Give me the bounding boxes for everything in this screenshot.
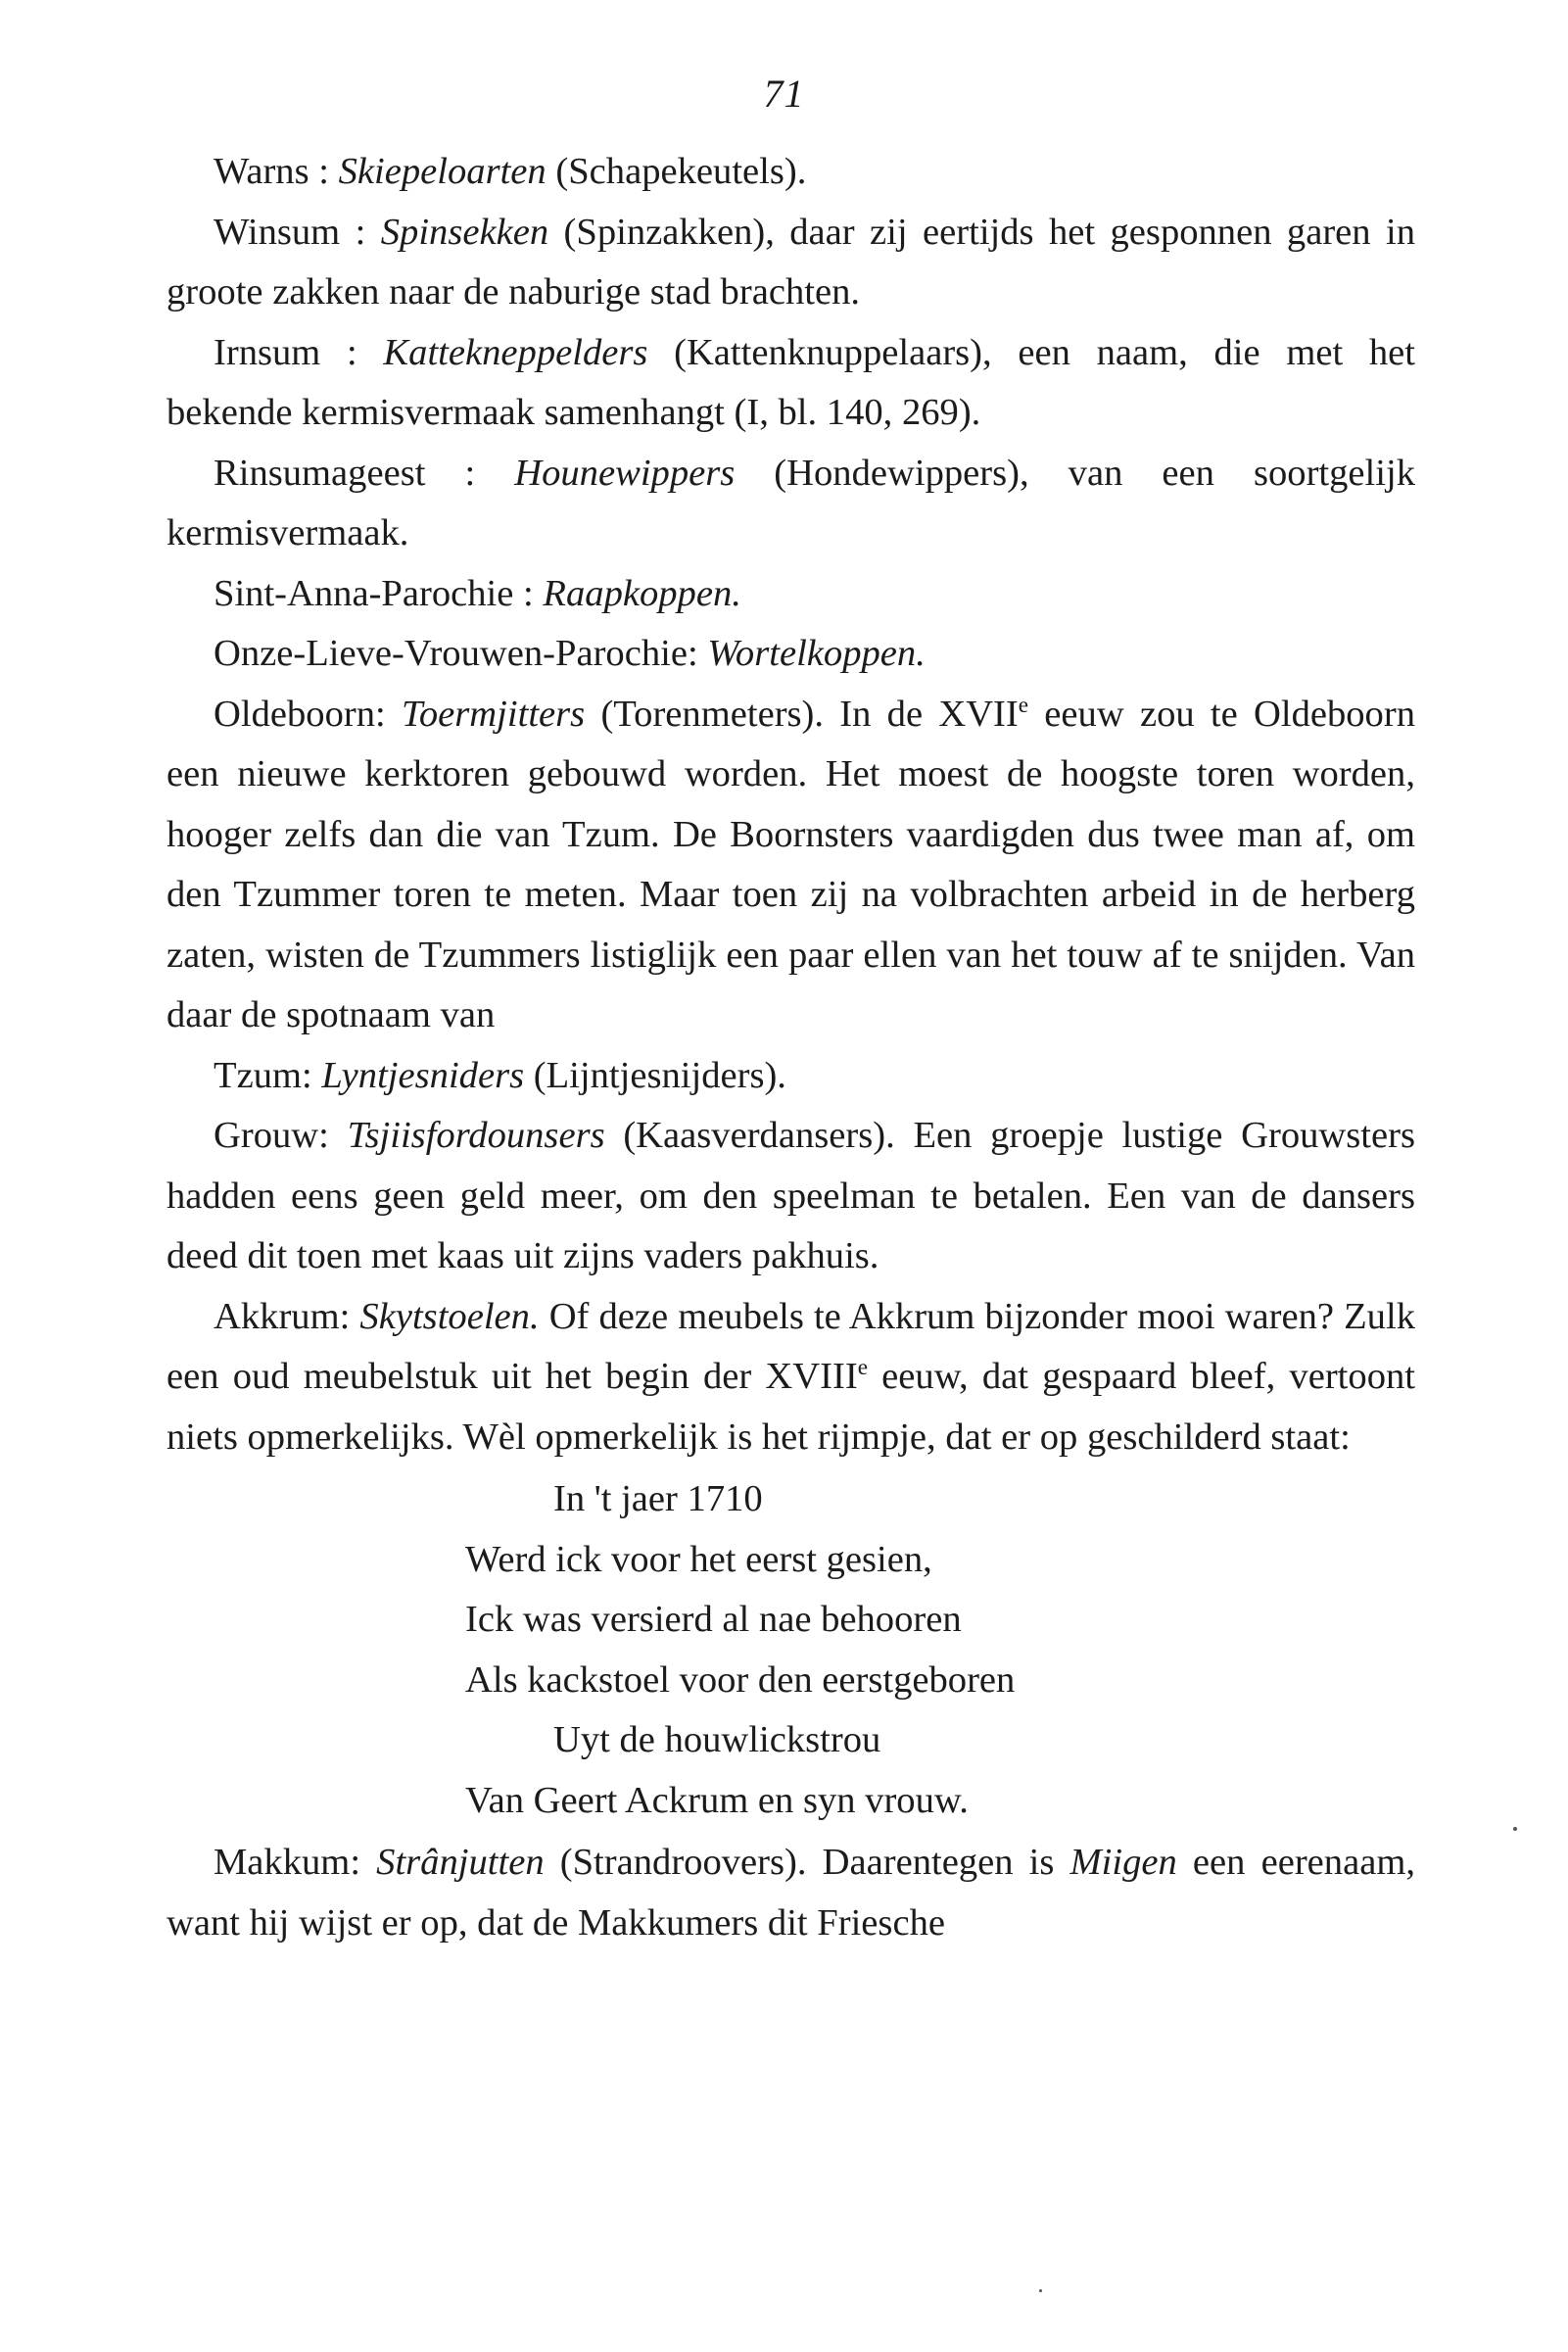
entry-text: (Strandroovers). Daarentegen is: [544, 1842, 1070, 1883]
entry-text: (Kattenknuppelaars), een naam, die met het bekende kermisvermaak samenhangt (I, bl. 140, 269).: [166, 331, 1415, 433]
place-name: Rinsumageest: [214, 452, 426, 494]
entry-akkrum: Akkrum: Skytstoelen. Of deze meubels te Akkrum bijzonder mooi waren? Zulk een oud meubelstuk uit het begin der XVIIIe eeuw, dat gespaard bleef, vertoont niets opmerkelijks. Wèl opmerkelijk is het rijmpje, dat er op geschilderd staat:: [166, 1295, 1415, 1458]
nickname: Skiepeloarten: [338, 151, 546, 192]
place-name: Warns: [214, 151, 309, 192]
body-text: [166, 142, 1415, 1953]
entry-tzum: Tzum: Lyntjesniders (Lijntjesnijders).: [214, 1054, 786, 1096]
paper-speck: [1513, 1827, 1517, 1831]
place-name: Irnsum: [214, 331, 321, 373]
entry-irnsum: Irnsum : Katteknеppelders (Kattenknuppelaars), een naam, die met het bekende kermisvermaak samenhangt (I, bl. 140, 269).: [166, 331, 1415, 433]
entry-text: (Schapekeutels).: [546, 151, 807, 192]
entry-text: (Torenmeters). In de XVII: [585, 693, 1019, 735]
place-name: Makkum: [214, 1842, 351, 1883]
entry-onze-lieve-vrouwen-parochie: Onze-Lieve-Vrouwen-Parochie: Wortelkoppen.: [214, 633, 926, 674]
page-number: 71: [763, 72, 805, 116]
place-name: Tzum: [214, 1054, 302, 1096]
entry-winsum: Winsum : Spinsekken (Spinzakken), daar zij eertijds het gesponnen garen in groote zakken naar de naburige stad brachten.: [166, 211, 1415, 312]
nickname: Strânjutten: [376, 1842, 545, 1883]
nickname: Lyntjesniders: [321, 1054, 525, 1096]
entry-rinsumageest: Rinsumageest : Hounewippers (Hondewippers), van een soortgelijk kermisvermaak.: [166, 452, 1415, 553]
superscript: e: [1018, 692, 1029, 718]
entry-makkum: Makkum: Strânjutten (Strandroovers). Daarentegen is Miigen een eerenaam, want hij wijst er op, dat de Makkumers dit Friesche: [166, 1842, 1415, 1944]
place-name: Sint-Anna-Parochie: [214, 572, 514, 614]
nickname: Hounewippers: [514, 452, 736, 494]
paper-speck: [1039, 2289, 1042, 2292]
rhyme: [166, 1469, 1415, 1831]
entry-text: (Kaasverdansers). Een groepje lustige Grouwsters hadden eens geen geld meer, om den speelman te betalen. Een van de dansers deed dit toen met kaas uit zijns vaders pakhuis.: [166, 1115, 1415, 1276]
place-name: Akkrum: [214, 1295, 340, 1337]
place-name: Oldeboorn: [214, 693, 375, 735]
nickname: Miigen: [1069, 1842, 1177, 1883]
nickname: Skytstoelen.: [359, 1295, 540, 1337]
nickname: Tsjiisfordounsers: [347, 1115, 605, 1156]
nickname: Spinsekken: [380, 211, 549, 253]
entry-grouw: Grouw: Tsjiisfordounsers (Kaasverdansers). Een groepje lustige Grouwsters hadden eens geen geld meer, om den speelman te betalen. Een van de dansers deed dit toen met kaas uit zijns vaders pakhuis.: [166, 1115, 1415, 1276]
entry-sint-anna-parochie: Sint-Anna-Parochie : Raapkoppen.: [214, 572, 741, 614]
rhyme-line: Uyt de houwlickstrou: [553, 1719, 881, 1760]
rhyme-line: Werd ick voor het eerst gesien,: [465, 1538, 932, 1580]
rhyme-line: In 't jaer 1710: [553, 1478, 763, 1519]
entry-warns: Warns : Skiepeloarten (Schapekeutels).: [214, 151, 807, 192]
entry-text: (Spinzakken), daar zij eertijds het gesponnen garen in groote zakken naar de naburige stad brachten.: [166, 211, 1415, 312]
entry-text-continued: een eerenaam, want hij wijst er op, dat de Makkumers dit Friesche: [166, 1842, 1415, 1944]
entry-oldeboorn: Oldeboorn: Toermjitters (Torenmeters). In de XVIIe eeuw zou te Oldeboorn een nieuwe kerktoren gebouwd worden. Het moest de hoogste toren worden, hooger zelfs dan die van Tzum. De Boornsters vaardigden dus twee man af, om den Tzummer toren te meten. Maar toen zij na volbrachten arbeid in de herberg zaten, wisten de Tzummers listiglijk een paar ellen van het touw af te snijden. Van daar de spotnaam van: [166, 692, 1415, 1035]
superscript: e: [857, 1355, 868, 1381]
place-name: Grouw: [214, 1115, 319, 1156]
place-name: Winsum: [214, 211, 341, 253]
entry-text: (Lijntjesnijders).: [524, 1054, 786, 1096]
nickname: Raapkoppen.: [543, 572, 741, 614]
nickname: Toermjitters: [401, 693, 586, 735]
nickname: Wortelkoppen.: [707, 633, 926, 674]
place-name: Onze-Lieve-Vrouwen-Parochie: [214, 633, 688, 674]
entry-text: (Hondewippers), van een soortgelijk kermisvermaak.: [166, 452, 1415, 553]
entry-text-continued: eeuw zou te Oldeboorn een nieuwe kerktoren gebouwd worden. Het moest de hoogste toren worden, hooger zelfs dan die van Tzum. De Boornsters vaardigden dus twee man af, om den Tzummer toren te meten. Maar toen zij na volbrachten arbeid in de herberg zaten, wisten de Tzummers listiglijk een paar ellen van het touw af te snijden. Van daar de spotnaam van: [166, 693, 1415, 1035]
rhyme-line: Als kackstoel voor den eerstgeboren: [465, 1658, 1016, 1701]
rhyme-line: Ick was versierd al nae behooren: [465, 1599, 962, 1640]
rhyme-line: Van Geert Ackrum en syn vrouw.: [465, 1779, 969, 1821]
entry-text: Of deze meubels te Akkrum bijzonder mooi waren? Zulk een oud meubelstuk uit het begin der XVIII: [166, 1295, 1415, 1397]
entry-text-continued: eeuw, dat gespaard bleef, vertoont niets opmerkelijks. Wèl opmerkelijk is het rijmpje, dat er op geschilderd staat:: [166, 1356, 1415, 1458]
nickname: Katteknеppelders: [383, 331, 648, 373]
